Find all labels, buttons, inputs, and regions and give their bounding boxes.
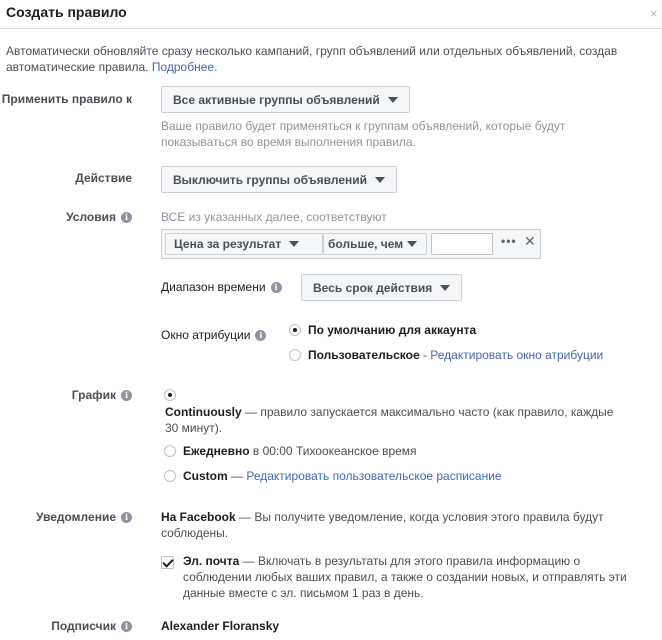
email-checkbox[interactable] <box>161 556 174 569</box>
subscriber-name: Alexander Floransky <box>161 619 280 633</box>
caret-down-icon <box>440 285 450 291</box>
metric-dropdown[interactable] <box>165 233 323 255</box>
caret-down-icon <box>407 241 417 247</box>
info-icon[interactable]: i <box>255 330 266 341</box>
info-icon[interactable]: i <box>121 621 132 632</box>
apply-dropdown[interactable] <box>161 86 410 113</box>
time-range-label <box>161 280 282 294</box>
notification-email-desc-1: — Включать в результаты для этого правила информацию о <box>239 554 581 568</box>
schedule-label <box>72 388 132 402</box>
apply-dropdown-value: Все активные группы объявлений <box>173 92 380 107</box>
attribution-custom-label <box>308 347 603 363</box>
notification-email-desc-3: данные вместе с эл. письмом 1 раз в день. <box>183 586 424 600</box>
info-icon[interactable]: i <box>121 212 132 223</box>
intro-text <box>6 43 662 75</box>
action-dropdown-value: Выключить группы объявлений <box>173 172 368 187</box>
time-range-label-text: Диапазон времени <box>161 280 266 294</box>
schedule-custom-radio[interactable] <box>164 470 176 482</box>
close-icon[interactable]: × <box>650 6 658 21</box>
operator-value: больше, чем <box>328 237 404 251</box>
schedule-continuous-desc-1: — правило запускается максимально часто (как правило, каждые <box>241 405 614 419</box>
notification-facebook-desc-1: — Вы получите уведомление, когда условия этого правила будут <box>235 510 604 524</box>
schedule-daily-title: Ежедневно <box>183 444 250 458</box>
schedule-custom-label <box>183 468 502 484</box>
action-label-text: Действие <box>75 171 132 185</box>
subscriber-label-text: Подписчик <box>51 619 116 633</box>
operator-dropdown[interactable] <box>323 233 427 255</box>
notification-label-text: Уведомление <box>35 510 116 524</box>
schedule-continuous-radio[interactable] <box>164 389 176 401</box>
notification-facebook-desc-2: соблюдены. <box>161 526 229 540</box>
subscriber-label <box>51 619 132 633</box>
notification-facebook <box>161 509 604 541</box>
action-label <box>75 171 132 185</box>
apply-hint-line-2: показываться во время выполнения правила. <box>161 135 416 149</box>
condition-value-input[interactable] <box>431 233 493 255</box>
caret-down-icon <box>375 177 385 183</box>
metric-value: Цена за результат <box>174 237 282 251</box>
attribution-default-label[interactable] <box>308 322 476 338</box>
condition-row <box>161 229 541 259</box>
conditions-label <box>66 210 132 224</box>
schedule-daily-label <box>183 443 417 459</box>
edit-attribution-link[interactable]: Редактировать окно атрибуции <box>430 348 604 362</box>
notification-email-desc-2: соблюдении любых ваших правил, а также о создании новых, и отправлять эти <box>183 570 627 584</box>
dialog-header <box>0 0 662 29</box>
schedule-continuous-title: Continuously <box>165 405 242 419</box>
notification-label <box>36 510 132 524</box>
info-icon[interactable]: i <box>121 390 132 401</box>
more-options-icon[interactable]: ••• <box>501 234 517 248</box>
edit-schedule-link[interactable]: Редактировать пользовательское расписание <box>246 469 502 483</box>
apply-label <box>2 92 132 106</box>
time-range-dropdown[interactable] <box>301 274 462 301</box>
apply-label-text: Применить правило к <box>1 92 132 106</box>
attribution-custom-radio[interactable] <box>289 349 301 361</box>
attribution-custom-text: Пользовательское <box>308 348 420 362</box>
notification-facebook-title: На Facebook <box>161 510 236 524</box>
subscriber-value <box>161 618 279 634</box>
apply-hint-line-1: Ваше правило будет применяться к группам объявлений, которые будут <box>161 119 566 133</box>
learn-more-link[interactable]: Подробнее. <box>151 60 218 74</box>
notification-email <box>183 553 627 601</box>
dialog-title: Создать правило <box>6 4 127 20</box>
attribution-label <box>161 328 266 342</box>
schedule-custom-title: Custom <box>183 469 228 483</box>
attribution-separator: - <box>419 348 431 362</box>
notification-email-title: Эл. почта <box>183 554 240 568</box>
intro-line-2: автоматические правила. <box>6 60 149 74</box>
info-icon[interactable]: i <box>121 512 132 523</box>
caret-down-icon <box>388 97 398 103</box>
attribution-default-radio[interactable] <box>289 324 301 336</box>
schedule-daily-radio[interactable] <box>164 445 176 457</box>
conditions-hint: ВСЕ из указанных далее, соответствуют <box>161 210 387 224</box>
attribution-label-text: Окно атрибуции <box>161 328 251 342</box>
schedule-label-text: График <box>71 388 116 402</box>
schedule-custom-separator: — <box>227 469 247 483</box>
apply-hint <box>161 118 565 150</box>
time-range-value: Весь срок действия <box>313 280 433 295</box>
conditions-label-text: Условия <box>66 210 116 224</box>
intro-line-1: Автоматически обновляйте сразу несколько кампаний, групп объявлений или отдельных объявлений, создав <box>6 44 618 58</box>
info-icon[interactable]: i <box>271 282 282 293</box>
action-dropdown[interactable] <box>161 166 397 193</box>
remove-condition-icon[interactable]: ✕ <box>524 233 536 249</box>
schedule-continuous-desc-2: 30 минут). <box>165 421 223 435</box>
schedule-daily-desc: в 00:00 Тихоокеанское время <box>249 444 417 458</box>
schedule-continuous-label <box>165 404 613 436</box>
attribution-default-text: По умолчанию для аккаунта <box>308 323 477 337</box>
caret-down-icon <box>289 241 299 247</box>
